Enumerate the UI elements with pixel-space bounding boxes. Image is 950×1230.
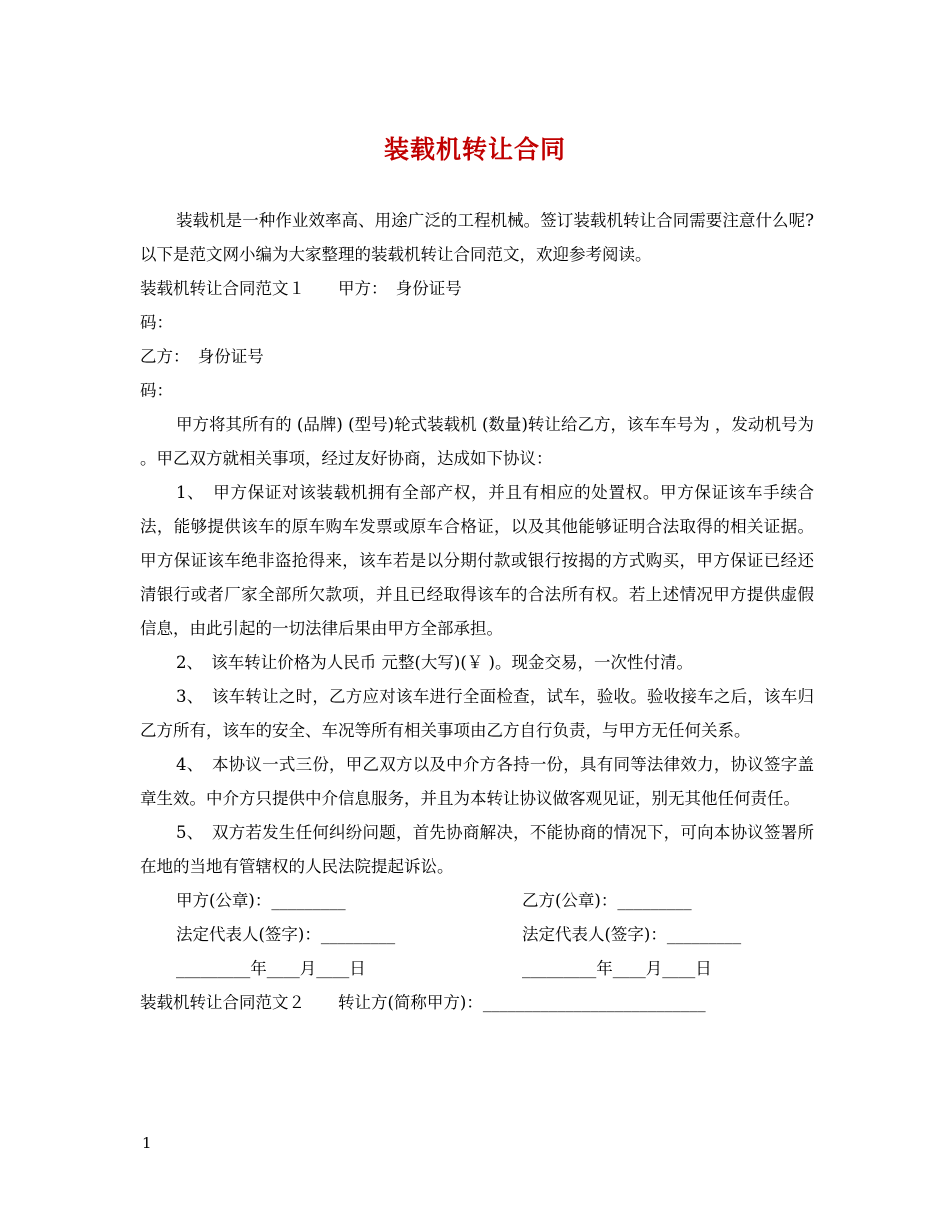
party-b-id-tail: 码： [140, 381, 173, 400]
document-title: 装载机转让合同 [383, 135, 566, 164]
intro-paragraph: 装载机是一种作业效率高、用途广泛的工程机械。签订装载机转让合同需要注意什么呢?以下是范文网小编为大家整理的装载机转让合同范文，欢迎参考阅读。 [140, 211, 814, 264]
signature-row-date [140, 952, 814, 986]
clause-3: 3、 该车转让之时，乙方应对该车进行全面检查，试车，验收。验收接车之后，该车归乙方所有，该车的安全、车况等所有相关事项由乙方自行负责，与甲方无任何关系。 [140, 687, 814, 740]
preamble-paragraph: 甲方将其所有的 (品牌) (型号)轮式装载机 (数量)转让给乙方，该车车号为 ，发动机号为 。甲乙双方就相关事项，经过友好协商，达成如下协议： [140, 415, 814, 468]
signature-row-rep [140, 918, 814, 952]
document-body [140, 204, 814, 1020]
party-a-id-tail: 码： [140, 313, 173, 332]
party-b-rep-field: 法定代表人(签字)：_________ [522, 925, 742, 944]
party-b-label: 乙方： 身份证号 [140, 347, 264, 366]
page-number: 1 [142, 1134, 152, 1152]
party-b-date-field: _________年____月____日 [522, 959, 712, 978]
party-a-rep-field: 法定代表人(签字)：_________ [176, 925, 396, 944]
sample2-heading: 装载机转让合同范文２ 转让方(简称甲方)：___________________________ [140, 993, 706, 1012]
party-a-date-field: _________年____月____日 [176, 959, 366, 978]
clause-2: 2、 该车转让价格为人民币 元整(大写)(￥ )。现金交易，一次性付清。 [176, 653, 693, 672]
sample1-heading: 装载机转让合同范文１ 甲方： 身份证号 [140, 279, 462, 298]
party-b-seal-field: 乙方(公章)：_________ [522, 891, 692, 910]
signature-row-seal [140, 884, 814, 918]
clause-5: 5、 双方若发生任何纠纷问题，首先协商解决，不能协商的情况下，可向本协议签署所在地的当地有管辖权的人民法院提起诉讼。 [140, 823, 814, 876]
clause-4: 4、 本协议一式三份，甲乙双方以及中介方各持一份，具有同等法律效力，协议签字盖章生效。中介方只提供中介信息服务，并且为本转让协议做客观见证，别无其他任何责任。 [140, 755, 814, 808]
party-a-seal-field: 甲方(公章)：_________ [176, 891, 346, 910]
clause-1: 1、 甲方保证对该装载机拥有全部产权，并且有相应的处置权。甲方保证该车手续合法，能够提供该车的原车购车发票或原车合格证，以及其他能够证明合法取得的相关证据。甲方保证该车绝非盗抢得来，该车若是以分期付款或银行按揭的方式购买，甲方保证已经还清银行或者厂家全部所欠款项，并且已经取得该车的合法所有权。若上述情况甲方提供虚假信息，由此引起的一切法律后果由甲方全部承担。 [140, 483, 814, 638]
